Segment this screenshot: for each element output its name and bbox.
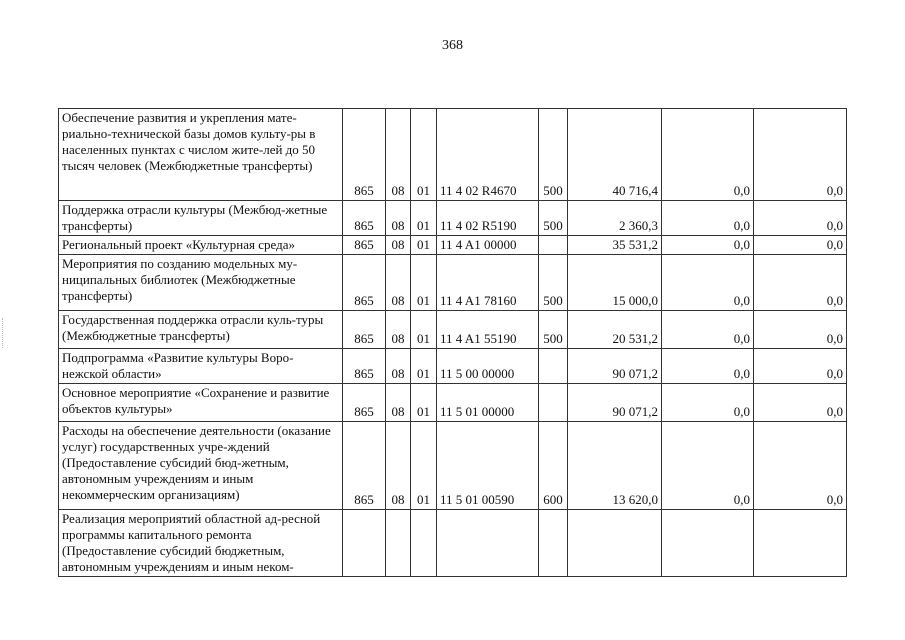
target-article-code: 11 4 A1 78160 [437, 255, 539, 311]
target-article-code: 11 5 01 00000 [437, 384, 539, 422]
expense-type-code [539, 236, 568, 255]
amount-year-1: 15 000,0 [568, 255, 662, 311]
target-article-code: 11 4 02 R4670 [437, 109, 539, 201]
section-code: 08 [386, 255, 411, 311]
amount-year-3: 0,0 [754, 255, 847, 311]
expense-type-code [539, 510, 568, 577]
expense-type-code: 600 [539, 422, 568, 510]
amount-year-1: 13 620,0 [568, 422, 662, 510]
row-name: Расходы на обеспечение деятельности (оказание услуг) государственных учре-ждений (Предоставление субсидий бюд-жетным, автономным учреждениям и иным некоммерческим организациям) [59, 422, 343, 510]
expense-type-code: 500 [539, 109, 568, 201]
table-body [59, 109, 847, 577]
amount-year-1: 90 071,2 [568, 349, 662, 384]
subsection-code: 01 [411, 109, 437, 201]
amount-year-2: 0,0 [662, 109, 754, 201]
target-article-code: 11 4 02 R5190 [437, 201, 539, 236]
row-name: Обеспечение развития и укрепления мате-риально-технической базы домов культу-ры в населенных пунктах с числом жите-лей до 50 тысяч человек (Межбюджетные трансферты) [59, 109, 343, 201]
row-name: Подпрограмма «Развитие культуры Воро-нежской области» [59, 349, 343, 384]
table-row [59, 422, 847, 510]
ministry-code [343, 510, 386, 577]
table-row [59, 349, 847, 384]
subsection-code: 01 [411, 349, 437, 384]
section-code: 08 [386, 349, 411, 384]
section-code [386, 510, 411, 577]
section-code: 08 [386, 384, 411, 422]
section-code: 08 [386, 311, 411, 349]
target-article-code [437, 510, 539, 577]
amount-year-1 [568, 510, 662, 577]
amount-year-3 [754, 510, 847, 577]
table-row [59, 255, 847, 311]
amount-year-1: 2 360,3 [568, 201, 662, 236]
amount-year-2: 0,0 [662, 201, 754, 236]
amount-year-3: 0,0 [754, 349, 847, 384]
ministry-code: 865 [343, 349, 386, 384]
subsection-code: 01 [411, 255, 437, 311]
amount-year-3: 0,0 [754, 236, 847, 255]
row-name: Основное мероприятие «Сохранение и развитие объектов культуры» [59, 384, 343, 422]
ministry-code: 865 [343, 255, 386, 311]
subsection-code: 01 [411, 422, 437, 510]
amount-year-2: 0,0 [662, 255, 754, 311]
ministry-code: 865 [343, 109, 386, 201]
amount-year-2: 0,0 [662, 349, 754, 384]
table-row [59, 201, 847, 236]
amount-year-2 [662, 510, 754, 577]
ministry-code: 865 [343, 384, 386, 422]
table-row [59, 236, 847, 255]
amount-year-2: 0,0 [662, 236, 754, 255]
expense-type-code: 500 [539, 311, 568, 349]
target-article-code: 11 4 A1 55190 [437, 311, 539, 349]
subsection-code: 01 [411, 384, 437, 422]
row-name: Государственная поддержка отрасли куль-туры (Межбюджетные трансферты) [59, 311, 343, 349]
expense-type-code: 500 [539, 255, 568, 311]
target-article-code: 11 4 A1 00000 [437, 236, 539, 255]
target-article-code: 11 5 01 00590 [437, 422, 539, 510]
table-row [59, 384, 847, 422]
amount-year-3: 0,0 [754, 311, 847, 349]
section-code: 08 [386, 236, 411, 255]
row-name: Мероприятия по созданию модельных му-ниципальных библиотек (Межбюджетные трансферты) [59, 255, 343, 311]
section-code: 08 [386, 201, 411, 236]
amount-year-1: 35 531,2 [568, 236, 662, 255]
ministry-code: 865 [343, 422, 386, 510]
margin-mark [2, 318, 4, 348]
table-row [59, 311, 847, 349]
section-code: 08 [386, 422, 411, 510]
table-row [59, 510, 847, 577]
expense-type-code [539, 349, 568, 384]
subsection-code: 01 [411, 236, 437, 255]
amount-year-2: 0,0 [662, 422, 754, 510]
ministry-code: 865 [343, 236, 386, 255]
expense-type-code: 500 [539, 201, 568, 236]
amount-year-2: 0,0 [662, 384, 754, 422]
ministry-code: 865 [343, 311, 386, 349]
subsection-code [411, 510, 437, 577]
expense-type-code [539, 384, 568, 422]
amount-year-1: 20 531,2 [568, 311, 662, 349]
subsection-code: 01 [411, 201, 437, 236]
amount-year-3: 0,0 [754, 109, 847, 201]
amount-year-2: 0,0 [662, 311, 754, 349]
ministry-code: 865 [343, 201, 386, 236]
page-number: 368 [442, 38, 463, 53]
row-name: Реализация мероприятий областной ад-ресной программы капитального ремонта (Предоставление субсидий бюджетным, автономным учреждениям и иным неком- [59, 510, 343, 577]
table-row [59, 109, 847, 201]
section-code: 08 [386, 109, 411, 201]
amount-year-1: 40 716,4 [568, 109, 662, 201]
budget-table [58, 108, 847, 577]
amount-year-1: 90 071,2 [568, 384, 662, 422]
row-name: Поддержка отрасли культуры (Межбюд-жетные трансферты) [59, 201, 343, 236]
target-article-code: 11 5 00 00000 [437, 349, 539, 384]
amount-year-3: 0,0 [754, 422, 847, 510]
amount-year-3: 0,0 [754, 384, 847, 422]
subsection-code: 01 [411, 311, 437, 349]
amount-year-3: 0,0 [754, 201, 847, 236]
row-name: Региональный проект «Культурная среда» [59, 236, 343, 255]
